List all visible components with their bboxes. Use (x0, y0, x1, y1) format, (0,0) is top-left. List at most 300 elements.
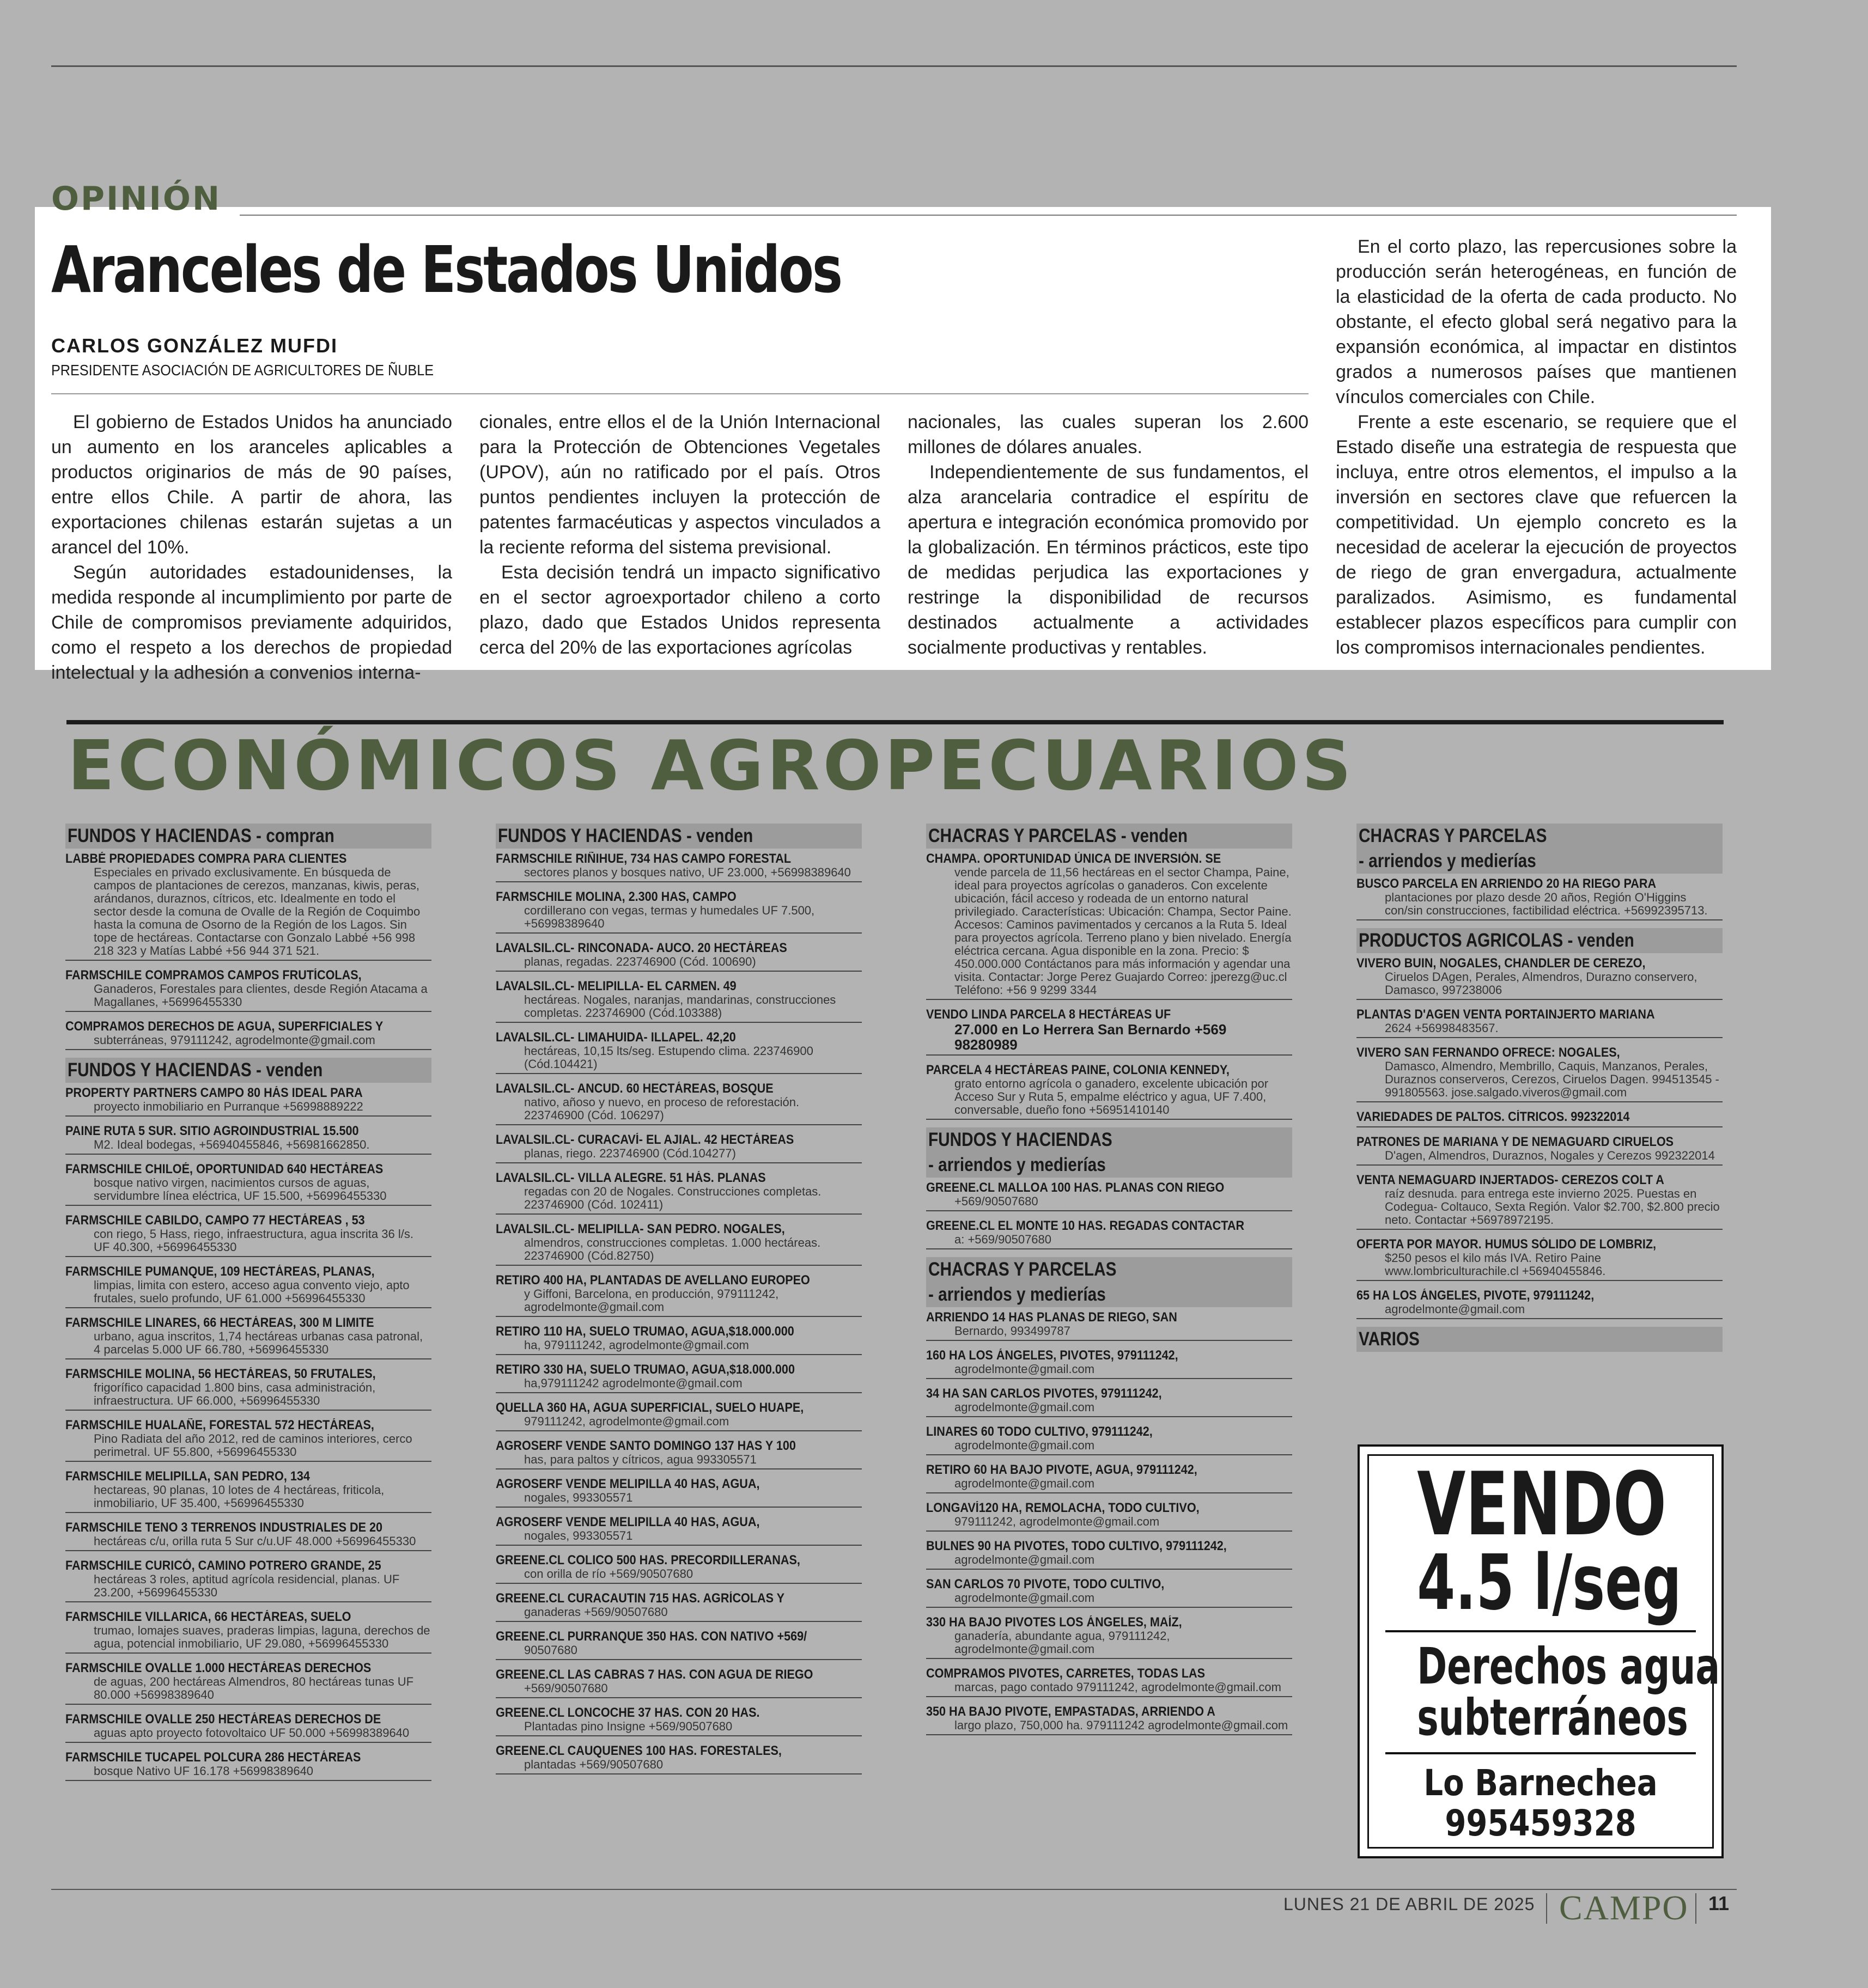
classified-ad-title-text: GREENE.CL PURRANQUE 350 HAS. CON NATIVO +569/ (496, 1630, 807, 1644)
article-paragraph: El gobierno de Estados Unidos ha anunciado un aumento en los aranceles aplicables a productos originarios de más de 90 países, entre ellos Chile. A partir de ahora, las exportaciones chilenas estarán sujetas a un arancel del 10%. (51, 412, 452, 558)
classified-ad-body: plantadas +569/90507680 (524, 1758, 664, 1771)
article-title: Aranceles de Estados Unidos (51, 232, 841, 307)
classified-ad-title-text: FARMSCHILE PUMANQUE, 109 HECTÁREAS, PLANAS, (65, 1265, 375, 1279)
classified-section-header-text: FUNDOS Y HACIENDAS - venden (68, 1059, 323, 1081)
section-spacer (65, 1786, 431, 1789)
classified-ad-body: regadas con 20 de Nogales. Construcciones completas. 223746900 (Cód. 102411) (524, 1185, 822, 1211)
classified-section-header (926, 824, 1292, 849)
classified-ad-title-text: GREENE.CL CAUQUENES 100 HAS. FORESTALES, (496, 1744, 782, 1758)
classified-ad-title-text: LAVALSIL.CL- LIMAHUIDA- ILLAPEL. 42,20 (496, 1030, 736, 1045)
classified-ad-title-text: AGROSERF VENDE MELIPILLA 40 HAS, AGUA, (496, 1477, 760, 1491)
classified-ad-body: +569/90507680 (524, 1681, 608, 1695)
classified-ad-body: aguas apto proyecto fotovoltaico UF 50.000 +56998389640 (94, 1726, 410, 1740)
classified-ad-title (926, 1667, 1292, 1681)
classified-ad-title-text: PLANTAS D'AGEN VENTA PORTAINJERTO MARIANA (1356, 1008, 1655, 1022)
classified-ad-body: ganaderas +569/90507680 (524, 1605, 668, 1619)
classified-ad-title-text: FARMSCHILE OVALLE 1.000 HECTÁREAS DERECHOS (65, 1661, 372, 1675)
classified-ad-body: Pino Radiata del año 2012, red de caminos interiores, cerco perimetral. UF 55.800, +56996455330 (94, 1432, 412, 1459)
classified-ad-title (496, 1477, 862, 1491)
classified-ad-title (496, 979, 862, 993)
classified-ad-title-text: PATRONES DE MARIANA Y DE NEMAGUARD CIRUELOS (1356, 1135, 1674, 1149)
classified-ad (65, 1467, 431, 1513)
classified-ad-title-text: LAVALSIL.CL- VILLA ALEGRE. 51 HÁS. PLANAS (496, 1171, 766, 1185)
classified-ad (65, 1710, 431, 1743)
classified-ad-title-text: 34 HA SAN CARLOS PIVOTES, 979111242, (926, 1387, 1162, 1401)
classified-ad (496, 1169, 862, 1215)
classified-ad-title (926, 1501, 1292, 1515)
classified-ad-body: proyecto inmobiliario en Purranque +56998889222 (94, 1100, 363, 1113)
classified-ad (926, 1423, 1292, 1455)
classified-ad-body: hectareas, 90 planas, 10 lotes de 4 hectáreas, friticola, inmobiliario, UF 35.400, +56996455330 (94, 1483, 385, 1510)
classified-ad-title (496, 1171, 862, 1185)
classified-ad-body: +569/90507680 (954, 1194, 1038, 1208)
classified-ad-body: hectáreas, 10,15 lts/seg. Estupendo clima. 223746900 (Cód.104421) (524, 1044, 813, 1071)
classified-ad-title (1356, 1237, 1723, 1252)
classified-section-header (926, 1152, 1292, 1178)
classified-ad-body: subterráneas, 979111242, agrodelmonte@gmail.com (94, 1033, 375, 1047)
classified-ad-body: limpias, limita con estero, acceso agua convento viejo, apto frutales, suelo profundo, UF 61.000 +56996455330 (94, 1278, 410, 1305)
classified-ad (496, 1220, 862, 1266)
classified-ad-title-text: LAVALSIL.CL- CURACAVÍ- EL AJIAL. 42 HECTÁREAS (496, 1133, 794, 1147)
classified-ad-title (65, 968, 431, 983)
classified-ad-body: 27.000 en Lo Herrera San Bernardo +569 98280989 (954, 1021, 1227, 1053)
classified-ad (65, 1160, 431, 1206)
article-paragraph: Independientemente de sus fundamentos, el alza arancelaria contradice el espíritu de apertura e integración económica promovido por la globalización. En términos prácticos, este tipo de medidas perjudica las exportaciones y restringe la disponibilidad de recursos destinados actualmente a actividades socialmente productivas y rentables. (908, 462, 1309, 658)
classified-ad-body: $250 pesos el kilo más IVA. Retiro Paine www.lombriculturachile.cl +56940455846. (1385, 1251, 1606, 1278)
classified-section-header-text: VARIOS (1359, 1328, 1420, 1350)
classified-ad (1356, 1005, 1723, 1038)
classified-ad (1356, 1133, 1723, 1166)
section-spacer (1356, 1353, 1723, 1355)
classified-ad-body: con orilla de río +569/90507680 (524, 1567, 693, 1581)
classified-ad-title (65, 1610, 431, 1624)
classified-ad-body: a: +569/90507680 (954, 1233, 1052, 1246)
classified-ad-body: 2624 +56998483567. (1385, 1021, 1499, 1035)
classifieds-column-1 (65, 824, 431, 1789)
classified-ad-title-text: GREENE.CL LAS CABRAS 7 HAS. CON AGUA DE RIEGO (496, 1668, 813, 1682)
classified-ad-title-text: FARMSCHILE CURICÓ, CAMINO POTRERO GRANDE, 25 (65, 1559, 381, 1573)
classified-section-header (926, 1282, 1292, 1307)
classified-ad-body: hectáreas 3 roles, aptitud agrícola residencial, planas. UF 23.200, +56996455330 (94, 1572, 400, 1599)
classified-ad-body: nogales, 993305571 (524, 1529, 633, 1542)
classified-ad-body: almendros, construcciones completas. 1.000 hectáreas. 223746900 (Cód.82750) (524, 1236, 821, 1263)
classified-ad-title (1356, 1008, 1723, 1022)
classifieds-rule (66, 720, 1724, 724)
classified-ad-body: Plantadas pino Insigne +569/90507680 (524, 1719, 733, 1733)
classified-section-header-text: - arriendos y medierías (928, 1154, 1106, 1175)
classified-section-header (926, 1257, 1292, 1282)
classified-ad-title (65, 1661, 431, 1675)
article-paragraph: En el corto plazo, las repercusiones sobre la producción serán heterogéneas, en función de la elasticidad de la oferta de cada producto. No obstante, el efecto global será negativo para la expansión económica, al impactar en distintos grados a numerosos países que mantienen vínculos comerciales con Chile. (1336, 236, 1737, 407)
classified-ad-title-text: LAVALSIL.CL- MELIPILLA- SAN PEDRO. NOGALES, (496, 1222, 785, 1236)
display-ad-phone: 995459328 (1445, 1802, 1636, 1844)
classified-ad-title-text: GREENE.CL COLICO 500 HAS. PRECORDILLERANAS, (496, 1553, 800, 1568)
classified-ad (926, 1537, 1292, 1570)
classified-ad-title-text: FARMSCHILE CABILDO, CAMPO 77 HECTÁREAS , 53 (65, 1213, 365, 1228)
classified-ad (65, 1557, 431, 1602)
classified-section-header-text: - arriendos y medierías (928, 1284, 1106, 1305)
classified-ad (926, 1461, 1292, 1493)
classified-ad (496, 1627, 862, 1660)
classified-ad-title-text: AGROSERF VENDE SANTO DOMINGO 137 HAS Y 100 (496, 1439, 796, 1453)
footer-separator (1695, 1893, 1696, 1924)
section-spacer (926, 1741, 1292, 1743)
article-column-2 (479, 410, 880, 660)
classified-ad (1356, 1044, 1723, 1102)
classified-ad-title-text: COMPRAMOS DERECHOS DE AGUA, SUPERFICIALES Y (65, 1020, 384, 1034)
page-number: 11 (1708, 1892, 1730, 1914)
display-ad-headline: VENDO (1417, 1453, 1667, 1555)
display-ad-frame (1367, 1453, 1720, 1849)
article-paragraph: Esta decisión tendrá un impacto significativo en el sector agroexportador chileno a corto plazo, dado que Estados Unidos representa cerca del 20% de las exportaciones agrícolas (479, 562, 880, 658)
classified-ad (65, 1314, 431, 1359)
classified-ad-title-text: GREENE.CL CURACAUTIN 715 HAS. AGRÍCOLAS Y (496, 1591, 785, 1606)
classified-ad-title (926, 1387, 1292, 1401)
classified-ad-title-text: RETIRO 330 HA, SUELO TRUMAO, AGUA,$18.000.000 (496, 1363, 795, 1377)
classified-ad-title (1356, 877, 1723, 891)
classified-ad-body: urbano, agua inscritos, 1,74 hectáreas urbanas casa patronal, 4 parcelas 5.000 UF 66.780, +56996455330 (94, 1330, 423, 1356)
classified-ad-title (926, 1463, 1292, 1477)
classified-ad-title (65, 1712, 431, 1727)
classified-ad (1356, 1235, 1723, 1281)
classified-ad-body: y Giffoni, Barcelona, en producción, 979111242, agrodelmonte@gmail.com (524, 1287, 779, 1314)
classified-ad-title (496, 1515, 862, 1529)
classified-ad-title (1356, 1046, 1723, 1060)
classified-ad-title (496, 1363, 862, 1377)
classified-ad-title-text: PAINE RUTA 5 SUR. SITIO AGROINDUSTRIAL 15.500 (65, 1124, 359, 1138)
classified-ad (65, 1263, 431, 1308)
classified-ad-title (496, 1273, 862, 1288)
classified-section-header-text: FUNDOS Y HACIENDAS (928, 1129, 1112, 1150)
classified-ad-body: ha, 979111242, agrodelmonte@gmail.com (524, 1338, 749, 1352)
classified-ad-body: D'agen, Almendros, Duraznos, Nogales y Cerezos 992322014 (1385, 1149, 1715, 1162)
classified-section-header-text: PRODUCTOS AGRICOLAS - venden (1359, 930, 1634, 951)
classified-ad-body: Especiales en privado exclusivamente. En búsqueda de campos de plantaciones de cerezos, manzanas, kiwis, peras, arándanos, duraznos, cítricos, etc. Idealmente en todo el sector desde la comuna de Ovalle de la Región de Coquimbo hasta la comuna de Osorno de la Región de los Lagos. Sin tope de hectáreas. Contactarse con Gonzalo Labbé +56 998 218 323 y Matías Labbé +56 944 371 521. (94, 865, 421, 958)
classified-section-header (1356, 824, 1723, 849)
classified-ad-title-text: CHAMPA. OPORTUNIDAD ÚNICA DE INVERSIÓN. SE (926, 852, 1221, 866)
display-ad-location: Lo Barnechea (1423, 1762, 1658, 1804)
classified-ad (65, 1748, 431, 1781)
classified-ad-title (1356, 1173, 1723, 1187)
classified-ad-title-text: OFERTA POR MAYOR. HUMUS SÓLIDO DE LOMBRIZ, (1356, 1237, 1657, 1252)
classified-ad (496, 1080, 862, 1125)
classified-section-header (65, 1058, 431, 1083)
classified-ad (65, 1017, 431, 1050)
classified-ad-title (496, 1439, 862, 1453)
classified-ad (926, 850, 1292, 1000)
classified-ad-body: 90507680 (524, 1643, 577, 1657)
display-ad-divider (1385, 1630, 1696, 1632)
classified-ad-body: Bernardo, 993499787 (954, 1324, 1070, 1338)
classified-ad-title (65, 1124, 431, 1138)
top-rule (51, 65, 1737, 67)
classified-ad-title (496, 1082, 862, 1096)
section-spacer (496, 1780, 862, 1782)
classified-ad (496, 888, 862, 934)
classified-ad-body: agrodelmonte@gmail.com (954, 1438, 1095, 1452)
classified-ad-body: Ganaderos, Forestales para clientes, desde Región Atacama a Magallanes, +56996455330 (94, 982, 428, 1009)
classified-ad-title-text: FARMSCHILE LINARES, 66 HECTÁREAS, 300 M LIMITE (65, 1316, 374, 1330)
classified-ad (926, 1005, 1292, 1056)
classified-ad-body: agrodelmonte@gmail.com (954, 1362, 1095, 1376)
classified-ad (926, 1217, 1292, 1249)
classified-ad-title-text: LINARES 60 TODO CULTIVO, 979111242, (926, 1425, 1153, 1439)
classified-ad (496, 1513, 862, 1546)
footer-separator (1546, 1893, 1547, 1924)
classified-ad (496, 939, 862, 972)
classified-ad-title (496, 1630, 862, 1644)
classified-ad-title-text: BUSCO PARCELA EN ARRIENDO 20 HA RIEGO PARA (1356, 877, 1657, 891)
classified-ad-title-text: FARMSCHILE COMPRAMOS CAMPOS FRUTÍCOLAS, (65, 968, 362, 983)
classified-ad-title (496, 1591, 862, 1606)
classified-ad-title-text: ARRIENDO 14 HAS PLANAS DE RIEGO, SAN (926, 1310, 1177, 1325)
classified-ad-title-text: FARMSCHILE CHILOÉ, OPORTUNIDAD 640 HECTÁREAS (65, 1162, 384, 1176)
classified-section-header (1356, 928, 1723, 953)
classified-ad (496, 1131, 862, 1163)
classified-ad-title (496, 1401, 862, 1415)
footer-rule (51, 1889, 1737, 1890)
classified-ad-body: Ciruelos DAgen, Perales, Almendros, Durazno conservero, Damasco, 997238006 (1385, 970, 1697, 997)
classified-ad (496, 850, 862, 882)
classified-ad-title (926, 1219, 1292, 1233)
classified-ad-title (65, 1418, 431, 1432)
section-label: OPINIÓN (51, 180, 222, 218)
classified-ad-title (65, 1020, 431, 1034)
classified-ad-body: vende parcela de 11,56 hectáreas en el sector Champa, Paine, ideal para proyectos agrícolas o ganaderos. Con excelente ubicación, fácil acceso y rodeada de un entorno natural privilegiado. Características: Ubicación: Champa, Sector Paine. Accesos: Caminos pavimentados y cercanos a la Ruta 5. Ideal para proyectos agrícola. Terreno plano y bien nivelado. Energía eléctrica cercana. Agua disponible en la zona. Precio: $ 450.000.000 Contáctanos para más información y agendar una visita. Contactar: Jorge Perez Guajardo Correo: jperezg@uc.cl Teléfono: +56 9 9299 3344 (954, 865, 1292, 997)
classified-ad-body: largo plazo, 750,000 ha. 979111242 agrodelmonte@gmail.com (954, 1718, 1288, 1732)
classified-section-header-text: CHACRAS Y PARCELAS (928, 1259, 1117, 1280)
display-ad-line: Derechos agua (1417, 1637, 1720, 1696)
classified-ad-body: planas, regadas. 223746900 (Cód. 100690) (524, 955, 756, 968)
classified-section-header-text: FUNDOS Y HACIENDAS - venden (498, 825, 753, 846)
classified-ad-title (1356, 1135, 1723, 1149)
classified-ad-title-text: SAN CARLOS 70 PIVOTE, TODO CULTIVO, (926, 1577, 1165, 1591)
classified-ad-body: raíz desnuda. para entrega este invierno 2025. Puestas en Codegua- Coltauco, Sexta Región. Valor $2.700, $2.800 precio neto. Contactar +56978972195. (1385, 1187, 1720, 1227)
classified-ad-title (1356, 1110, 1723, 1124)
classified-ad (496, 1271, 862, 1317)
classified-ad (65, 1608, 431, 1654)
classified-ad-body: nogales, 993305571 (524, 1491, 633, 1504)
classified-ad-title-text: 350 HA BAJO PIVOTE, EMPASTADAS, ARRIENDO A (926, 1705, 1215, 1719)
classified-ad-title-text: FARMSCHILE TENO 3 TERRENOS INDUSTRIALES DE 20 (65, 1521, 383, 1535)
classifieds-column-2 (496, 824, 862, 1782)
classified-ad-title (1356, 956, 1723, 971)
classifieds-title: ECONÓMICOS AGROPECUARIOS (68, 725, 1355, 806)
classified-ad-title-text: LABBÉ PROPIEDADES COMPRA PARA CLIENTES (65, 852, 347, 866)
classified-ad-body: 979111242, agrodelmonte@gmail.com (524, 1414, 729, 1428)
display-ad-flow: 4.5 l/seg (1417, 1539, 1682, 1627)
section-label-rule (240, 215, 1737, 216)
classified-section-header (65, 824, 431, 849)
classified-ad (496, 1322, 862, 1355)
classified-ad-body: Damasco, Almendro, Membrillo, Caquis, Manzanos, Perales, Duraznos conserveros, Cerezos, Ciruelos Dagen. 994513545 - 991805563. jose.salgado.viveros@gmail.com (1385, 1059, 1719, 1099)
classified-ad-title-text: FARMSCHILE VILLARICA, 66 HECTÁREAS, SUELO (65, 1610, 351, 1624)
classified-ad-title (65, 1751, 431, 1765)
classified-ad-body: grato entorno agrícola o ganadero, excelente ubicación por Acceso Sur y Ruta 5, empalme eléctrico y agua, UF 7.400, conversable, dueño fono +56951410140 (954, 1077, 1269, 1117)
classified-ad-title (65, 1213, 431, 1228)
footer-section-name: CAMPO (1559, 1888, 1689, 1927)
classified-ad-title-text: GREENE.CL LONCOCHE 37 HAS. CON 20 HAS. (496, 1706, 760, 1720)
classified-ad-title (926, 1577, 1292, 1591)
classified-ad-title-text: LAVALSIL.CL- RINCONADA- AUCO. 20 HECTÁREAS (496, 941, 787, 955)
classified-ad (496, 1589, 862, 1622)
classified-ad (496, 977, 862, 1023)
classified-ad-title-text: FARMSCHILE OVALLE 250 HECTÁREAS DERECHOS DE (65, 1712, 381, 1727)
classified-section-header (1356, 849, 1723, 874)
classified-ad-title (496, 1325, 862, 1339)
classifieds-column-4 (1356, 824, 1723, 1355)
classified-ad-title (926, 1615, 1292, 1630)
classified-ad-title-text: FARMSCHILE TUCAPEL POLCURA 286 HECTÁREAS (65, 1751, 361, 1765)
classified-ad-title-text: LONGAVÍ120 HA, REMOLACHA, TODO CULTIVO, (926, 1501, 1200, 1515)
classified-ad (65, 966, 431, 1012)
classified-ad-body: trumao, lomajes suaves, praderas limpias, laguna, derechos de agua, potencial inmobiliario, UF 29.080, +56996455330 (94, 1624, 430, 1650)
classified-ad-title (926, 1181, 1292, 1195)
byline-rule (51, 393, 1309, 394)
classified-ad-body: has, para paltos y cítricos, agua 993305571 (524, 1453, 757, 1466)
classified-ad-title (496, 1668, 862, 1682)
classified-ad-title-text: 65 HA LOS ÁNGELES, PIVOTE, 979111242, (1356, 1289, 1595, 1303)
classified-ad-title (926, 852, 1292, 866)
classified-ad-title (496, 1133, 862, 1147)
classified-ad (65, 1122, 431, 1155)
classified-ad-body: nativo, añoso y nuevo, en proceso de reforestación. 223746900 (Cód. 106297) (524, 1095, 800, 1122)
classified-ad-title-text: VIVERO BUIN, NOGALES, CHANDLER DE CEREZO, (1356, 956, 1646, 971)
classified-section-header-text: - arriendos y medierías (1359, 850, 1536, 871)
classified-section-header-text: FUNDOS Y HACIENDAS - compran (68, 825, 334, 846)
classified-ad (1356, 1171, 1723, 1230)
classified-ad-title-text: PARCELA 4 HECTÁREAS PAINE, COLONIA KENNEDY, (926, 1063, 1230, 1077)
classified-ad (496, 1399, 862, 1431)
classified-ad-title-text: QUELLA 360 HA, AGUA SUPERFICIAL, SUELO HUAPE, (496, 1401, 804, 1415)
classified-ad-body: sectores planos y bosques nativo, UF 23.000, +56998389640 (524, 865, 851, 879)
classified-ad (65, 1084, 431, 1117)
classified-ad-title-text: FARMSCHILE MELIPILLA, SAN PEDRO, 134 (65, 1469, 310, 1484)
classified-ad-body: agrodelmonte@gmail.com (1385, 1302, 1525, 1316)
classified-ad-title-text: 330 HA BAJO PIVOTES LOS ÁNGELES, MAÍZ, (926, 1615, 1182, 1630)
classified-ad (926, 1179, 1292, 1211)
classified-section-header (1356, 1327, 1723, 1352)
classified-ad-title-text: GREENE.CL MALLOA 100 HAS. PLANAS CON RIEGO (926, 1181, 1225, 1195)
classified-ad-title (926, 1310, 1292, 1325)
classified-ad-title (496, 852, 862, 866)
classified-ad-title (1356, 1289, 1723, 1303)
classified-ad-body: con riego, 5 Hass, riego, infraestructura, agua inscrita 36 l/s. UF 40.300, +56996455330 (94, 1227, 413, 1254)
classified-ad-title (496, 1030, 862, 1045)
classified-ad (1356, 1286, 1723, 1319)
classified-ad-body: hectáreas. Nogales, naranjas, mandarinas, construcciones completas. 223746900 (Cód.103388) (524, 993, 836, 1020)
classified-ad-body: plantaciones por plazo desde 20 años, Región O'Higgins con/sin construcciones, factibilidad eléctrica. +56992395713. (1385, 891, 1708, 917)
classified-ad-title-text: RETIRO 110 HA, SUELO TRUMAO, AGUA,$18.000.000 (496, 1325, 794, 1339)
classified-ad (65, 1519, 431, 1551)
article-column-1 (51, 410, 452, 685)
classified-ad-title (496, 941, 862, 955)
classified-ad-title (65, 1469, 431, 1484)
display-ad-line: subterráneos (1417, 1688, 1688, 1747)
classified-ad (496, 1361, 862, 1393)
footer-date: LUNES 21 DE ABRIL DE 2025 (1283, 1894, 1535, 1914)
classified-ad-body: M2. Ideal bodegas, +56940455846, +56981662850. (94, 1138, 370, 1151)
classified-ad (496, 1551, 862, 1584)
classified-ad-title-text: FARMSCHILE HUALAÑE, FORESTAL 572 HECTÁREAS, (65, 1418, 374, 1432)
classified-ad-title-text: BULNES 90 HA PIVOTES, TODO CULTIVO, 979111242, (926, 1539, 1227, 1553)
classified-ad-body: ganadería, abundante agua, 979111242, agrodelmonte@gmail.com (954, 1629, 1170, 1656)
classified-ad (65, 1416, 431, 1462)
author-role: PRESIDENTE ASOCIACIÓN DE AGRICULTORES DE ÑUBLE (51, 362, 434, 379)
article-paragraph: nacionales, las cuales superan los 2.600 millones de dólares anuales. (908, 412, 1309, 458)
classified-ad (496, 1704, 862, 1736)
classified-ad-title-text: VARIEDADES DE PALTOS. CÍTRICOS. 992322014 (1356, 1110, 1630, 1124)
classified-ad-body: planas, riego. 223746900 (Cód.104277) (524, 1147, 736, 1160)
classified-ad (926, 1664, 1292, 1697)
classified-ad (65, 850, 431, 961)
article-column-3 (908, 410, 1309, 660)
classified-ad-body: ha,979111242 agrodelmonte@gmail.com (524, 1376, 743, 1390)
article-column-4 (1336, 234, 1737, 660)
classified-ad (1356, 1108, 1723, 1127)
classified-ad-title-text: LAVALSIL.CL- ANCUD. 60 HECTÁREAS, BOSQUE (496, 1082, 774, 1096)
classified-ad-title (65, 1559, 431, 1573)
classified-ad (65, 1659, 431, 1705)
classified-ad-title (926, 1425, 1292, 1439)
classified-ad-title-text: AGROSERF VENDE MELIPILLA 40 HAS, AGUA, (496, 1515, 760, 1529)
display-ad-divider (1385, 1752, 1696, 1754)
classified-ad-title (496, 1222, 862, 1236)
classified-ad-title (496, 890, 862, 904)
classified-ad (1356, 875, 1723, 920)
classified-ad-body: marcas, pago contado 979111242, agrodelmonte@gmail.com (954, 1680, 1281, 1694)
classified-ad (496, 1028, 862, 1074)
classified-ad-body: hectáreas c/u, orilla ruta 5 Sur c/u.UF 48.000 +56996455330 (94, 1534, 416, 1548)
classified-ad-title-text: VIVERO SAN FERNANDO OFRECE: NOGALES, (1356, 1046, 1620, 1060)
article-paragraph: cionales, entre ellos el de la Unión Internacional para la Protección de Obtenciones Vegetales (UPOV), aún no ratificado por el país. Otros puntos pendientes incluyen la protección de patentes farmacéuticas y aspectos vinculados a la reciente reforma del sistema previsional. (479, 412, 880, 558)
classified-ad-title-text: 160 HA LOS ÁNGELES, PIVOTES, 979111242, (926, 1349, 1178, 1363)
classified-ad-title-text: VENDO LINDA PARCELA 8 HECTÁREAS UF (926, 1008, 1171, 1022)
classified-ad (496, 1437, 862, 1469)
classified-ad (926, 1385, 1292, 1417)
classified-ad-title-text: VENTA NEMAGUARD INJERTADOS- CEREZOS COLT A (1356, 1173, 1664, 1187)
classified-ad-title-text: RETIRO 60 HA BAJO PIVOTE, AGUA, 979111242, (926, 1463, 1197, 1477)
classified-ad-title (926, 1349, 1292, 1363)
classified-section-header (496, 824, 862, 849)
classified-ad-title (926, 1539, 1292, 1553)
classified-section-header-text: CHACRAS Y PARCELAS - venden (928, 825, 1188, 846)
classified-ad-title (926, 1008, 1292, 1022)
classified-ad-title (65, 1367, 431, 1381)
classified-ad-title-text: COMPRAMOS PIVOTES, CARRETES, TODAS LAS (926, 1667, 1206, 1681)
classified-section-header (926, 1127, 1292, 1152)
classified-ad (926, 1613, 1292, 1659)
classified-ad-body: bosque Nativo UF 16.178 +56998389640 (94, 1764, 314, 1778)
classified-ad (926, 1061, 1292, 1120)
classified-ad-body: 979111242, agrodelmonte@gmail.com (954, 1515, 1160, 1528)
classified-ad-title (926, 1705, 1292, 1719)
classified-ad (1356, 954, 1723, 1000)
classified-ad-body: agrodelmonte@gmail.com (954, 1591, 1095, 1605)
classified-ad-title-text: FARMSCHILE MOLINA, 2.300 HAS, CAMPO (496, 890, 737, 904)
classified-section-header-text: CHACRAS Y PARCELAS (1359, 825, 1547, 846)
classified-ad-body: frigorífico capacidad 1.800 bins, casa administración, infraestructura. UF 66.000, +56996455330 (94, 1381, 376, 1407)
classified-ad-body: bosque nativo virgen, nacimientos cursos de aguas, servidumbre línea eléctrica, UF 15.500, +56996455330 (94, 1176, 387, 1203)
classified-ad (926, 1346, 1292, 1379)
classified-ad-body: agrodelmonte@gmail.com (954, 1400, 1095, 1414)
classified-ad-title (65, 1162, 431, 1176)
classified-ad (926, 1703, 1292, 1735)
classified-ad-title-text: FARMSCHILE RIÑIHUE, 734 HAS CAMPO FORESTAL (496, 852, 792, 866)
classified-ad-title (65, 1521, 431, 1535)
article-paragraph: Frente a este escenario, se requiere que el Estado diseñe una estrategia de respuesta que incluya, entre otros elementos, el impulso a la inversión en sectores clave que refuercen la competitividad. Un ejemplo concreto es la necesidad de acelerar la ejecución de proyectos de riego de gran envergadura, actualmente paralizados. Asimismo, es fundamental establecer plazos específicos para cumplir con los compromisos internacionales pendientes. (1336, 412, 1737, 658)
classified-ad-body: de aguas, 200 hectáreas Almendros, 80 hectáreas tunas UF 80.000 +56998389640 (94, 1675, 414, 1702)
